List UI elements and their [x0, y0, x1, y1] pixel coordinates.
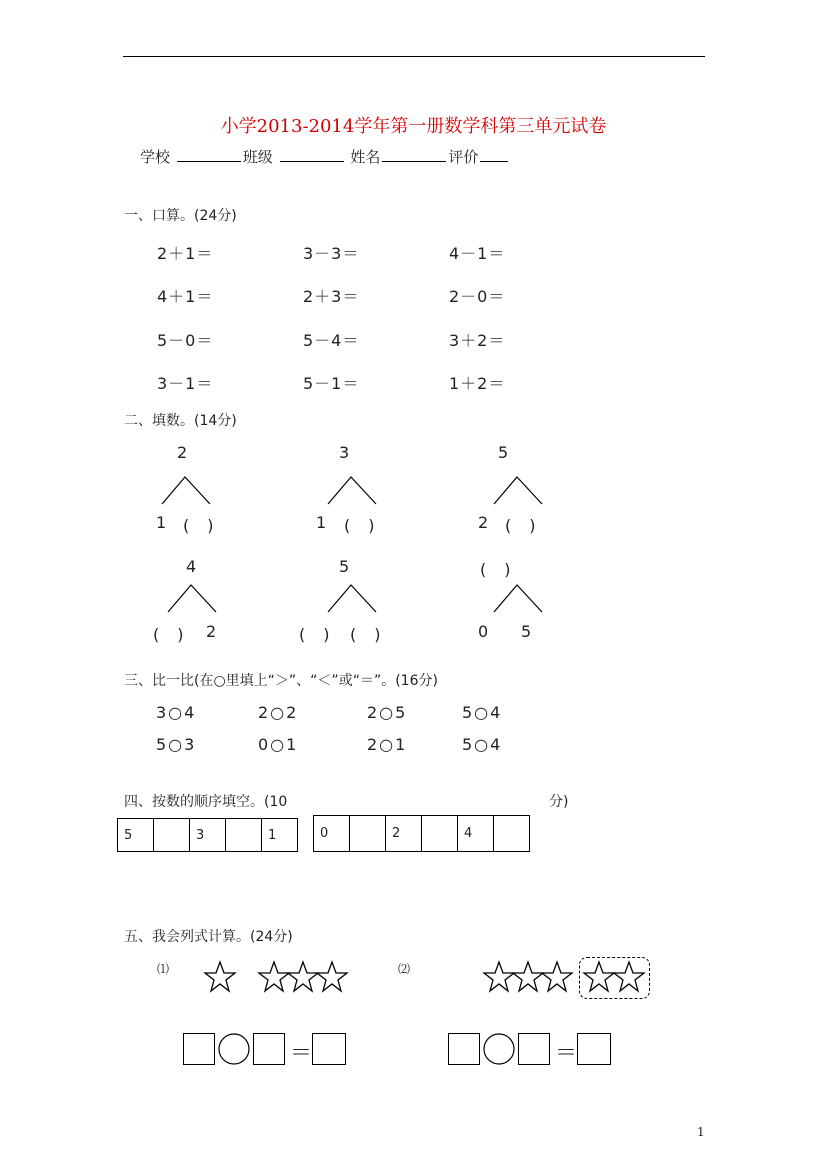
tree-right-blank[interactable]: ( )	[505, 516, 537, 535]
expression: 3－3＝	[303, 244, 360, 263]
result-box[interactable]	[577, 1033, 611, 1065]
star-icon	[203, 960, 237, 994]
name-label: 姓名	[350, 148, 381, 166]
tree-branch-lines	[166, 582, 220, 614]
sequence-table-2	[313, 815, 530, 852]
class-label: 班级	[242, 148, 273, 166]
comparison[interactable]: 2○5	[367, 703, 408, 722]
sequence-cell: 1	[262, 819, 298, 852]
tree-left-blank[interactable]: ( )	[299, 625, 331, 644]
sequence-blank-cell[interactable]	[154, 819, 190, 852]
expression: 2＋3＝	[303, 287, 360, 306]
equals-sign: ＝	[290, 1041, 313, 1066]
tree-top-number: 4	[186, 557, 198, 576]
star-icon	[582, 960, 616, 994]
info-line	[140, 146, 510, 167]
tree-branch-lines	[492, 582, 546, 614]
operator-circle[interactable]	[217, 1032, 251, 1066]
name-blank[interactable]	[382, 147, 446, 162]
comparison[interactable]: 5○4	[462, 703, 503, 722]
school-blank[interactable]	[177, 147, 241, 162]
section-4-heading: 四、按数的顺序填空。(10	[124, 794, 288, 810]
sequence-cell: 4	[458, 816, 494, 852]
section-5-heading: 五、我会列式计算。(24分)	[124, 929, 293, 945]
sequence-blank-cell[interactable]	[494, 816, 530, 852]
page-title: 小学2013-2014学年第一册数学科第三单元试卷	[220, 116, 607, 137]
page-number: 1	[697, 1125, 705, 1139]
tree-right-number: 5	[521, 622, 533, 641]
tree-branch-lines	[492, 474, 546, 506]
star-icon	[540, 960, 574, 994]
answer-box[interactable]	[448, 1033, 480, 1065]
problem-2-label: ⑵	[398, 962, 411, 976]
tree-top-number: 5	[339, 557, 351, 576]
tree-branch-lines	[160, 474, 214, 506]
tree-right-number: 2	[206, 622, 218, 641]
result-box[interactable]	[312, 1033, 346, 1065]
tree-top-number: 5	[498, 443, 510, 462]
class-blank[interactable]	[280, 147, 344, 162]
section-4-heading-tail: 分)	[549, 794, 569, 810]
grade-label: 评价	[448, 148, 479, 166]
tree-branch-lines	[326, 582, 380, 614]
tree-left-number: 2	[478, 513, 490, 532]
grade-blank[interactable]	[480, 147, 508, 162]
sequence-blank-cell[interactable]	[350, 816, 386, 852]
sequence-cell: 5	[118, 819, 154, 852]
comparison[interactable]: 0○1	[258, 735, 299, 754]
expression: 5－4＝	[303, 331, 360, 350]
tree-left-blank[interactable]: ( )	[153, 625, 185, 644]
section-1-heading: 一、口算。(24分)	[124, 208, 237, 224]
comparison[interactable]: 5○4	[462, 735, 503, 754]
tree-right-blank[interactable]: ( )	[183, 516, 215, 535]
sequence-blank-cell[interactable]	[422, 816, 458, 852]
expression: 2＋1＝	[157, 244, 214, 263]
tree-top-number: 2	[177, 443, 189, 462]
comparison[interactable]: 3○4	[156, 703, 197, 722]
tree-top-number: 3	[339, 443, 351, 462]
sequence-cell: 2	[386, 816, 422, 852]
tree-top-blank[interactable]: ( )	[480, 560, 512, 579]
comparison[interactable]: 2○2	[258, 703, 299, 722]
sequence-cell: 3	[190, 819, 226, 852]
expression: 4－1＝	[449, 244, 506, 263]
comparison[interactable]: 2○1	[367, 735, 408, 754]
answer-box[interactable]	[253, 1033, 285, 1065]
problem-1-label: ⑴	[157, 962, 170, 976]
sequence-table-1	[117, 818, 298, 852]
sequence-blank-cell[interactable]	[226, 819, 262, 852]
section-3-heading: 三、比一比(在○里填上“＞”、“＜”或“＝”。(16分)	[124, 673, 438, 689]
expression: 2－0＝	[449, 287, 506, 306]
tree-right-blank[interactable]: ( )	[344, 516, 376, 535]
star-icon	[315, 960, 349, 994]
expression: 4＋1＝	[157, 287, 214, 306]
tree-left-number: 1	[316, 513, 328, 532]
answer-box[interactable]	[183, 1033, 215, 1065]
expression: 3＋2＝	[449, 331, 506, 350]
tree-branch-lines	[326, 474, 380, 506]
section-2-heading: 二、填数。(14分)	[124, 413, 237, 429]
star-icon	[612, 960, 646, 994]
header-rule	[123, 56, 705, 57]
operator-circle[interactable]	[482, 1032, 516, 1066]
expression: 1＋2＝	[449, 374, 506, 393]
answer-box[interactable]	[518, 1033, 550, 1065]
comparison[interactable]: 5○3	[156, 735, 197, 754]
tree-right-blank[interactable]: ( )	[350, 625, 382, 644]
expression: 3－1＝	[157, 374, 214, 393]
school-label: 学校	[140, 148, 171, 166]
equals-sign: ＝	[555, 1041, 578, 1066]
expression: 5－0＝	[157, 331, 214, 350]
sequence-cell: 0	[314, 816, 350, 852]
expression: 5－1＝	[303, 374, 360, 393]
tree-left-number: 0	[478, 622, 490, 641]
tree-left-number: 1	[156, 513, 168, 532]
